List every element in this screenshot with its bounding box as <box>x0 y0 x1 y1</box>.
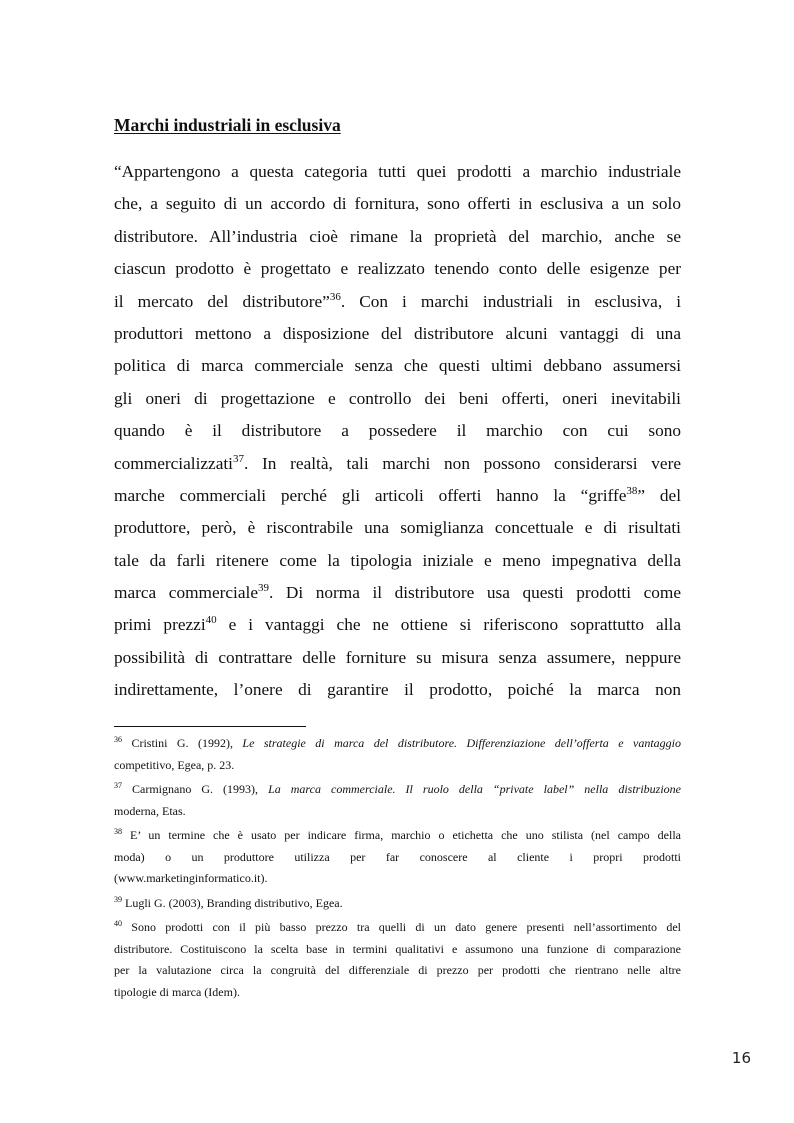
line-text: ” del <box>637 485 682 505</box>
footnote-line: moderna, Etas. <box>114 803 186 818</box>
line-text: e i vantaggi che ne ottiene si riferiscono soprattutto alla <box>216 615 681 635</box>
footnote-text: E’ un termine che è usato per indicare firma, marchio o etichetta che uno stilista (nel campo della <box>122 828 681 842</box>
line-text: marche commerciali perché gli articoli offerti hanno la “griffe <box>114 485 627 505</box>
footnote-line: (www.marketinginformatico.it). <box>114 871 268 885</box>
body-text <box>114 156 681 707</box>
footnote-title: La marca commerciale. Il ruolo della “private label” nella distribuzione <box>268 782 681 796</box>
body-line: che, a seguito di un accordo di fornitura, sono offerti in esclusiva a un solo <box>114 194 681 214</box>
body-line <box>114 448 681 480</box>
footnote-number: 37 <box>114 781 122 790</box>
body-line: possibilità di contrattare delle forniture su misura senza assumere, neppure <box>114 647 681 667</box>
footnote-ref[interactable]: 39 <box>258 582 270 595</box>
body-line: quando è il distributore a possedere il marchio con cui sono <box>114 421 681 441</box>
line-text: marca commerciale <box>114 583 259 603</box>
footnote-37 <box>114 779 681 822</box>
footnote-line: tipologie di marca (Idem). <box>114 984 240 999</box>
footnote-number: 39 <box>114 894 122 904</box>
line-text: . Di norma il distributore usa questi prodotti come <box>269 583 681 603</box>
footnote-line: per la valutazione circa la congruità del differenziale di prezzo per prodotti che rientrano nelle altre <box>114 963 681 977</box>
footnote-line <box>114 779 681 801</box>
footnote-number: 36 <box>114 735 122 744</box>
body-line <box>114 577 681 609</box>
footnote-text: Sono prodotti con il più basso prezzo tra quelli di un dato genere presenti nell’assortimento del <box>122 920 681 934</box>
body-line: indirettamente, l’onere di garantire il prodotto, poiché la marca non <box>114 680 681 700</box>
footnote-line <box>114 917 681 939</box>
footnote-ref[interactable]: 36 <box>329 290 341 303</box>
page-number: 16 <box>731 1049 751 1067</box>
footnote-number: 40 <box>114 919 122 928</box>
body-line: tale da farli ritenere come la tipologia iniziale e meno impegnativa della <box>114 550 681 570</box>
footnote-text: Carmignano G. (1993), <box>122 782 269 796</box>
footnote-text: Cristini G. (1992), <box>122 736 243 750</box>
body-line: produttori mettono a disposizione del distributore alcuni vantaggi di una <box>114 323 681 343</box>
body-line <box>114 286 681 318</box>
body-line: produttore, però, è riscontrabile una somiglianza concettuale e di risultati <box>114 518 681 538</box>
footnote-line <box>114 893 681 915</box>
body-line: politica di marca commerciale senza che questi ultimi debbano assumersi <box>114 356 681 376</box>
footnote-separator <box>114 726 306 727</box>
line-text: il mercato del distributore” <box>114 291 330 311</box>
section-heading: Marchi industriali in esclusiva <box>114 115 341 135</box>
footnote-number: 38 <box>114 827 122 836</box>
footnote-36 <box>114 733 681 776</box>
footnote-40 <box>114 917 681 1003</box>
body-line: “Appartengono a questa categoria tutti quei prodotti a marchio industriale <box>114 162 681 181</box>
footnote-38 <box>114 825 681 890</box>
footnote-ref[interactable]: 37 <box>232 452 244 465</box>
footnote-ref[interactable]: 38 <box>626 484 638 497</box>
footnote-line: distributore. Costituiscono la scelta base in termini qualitativi e assumono una funzione di comparazione <box>114 941 681 956</box>
footnote-line <box>114 733 681 755</box>
footnote-text: Lugli G. (2003), Branding distributivo, Egea. <box>122 895 343 910</box>
body-line: ciascun prodotto è progettato e realizzato tenendo conto delle esigenze per <box>114 259 681 279</box>
body-line: gli oneri di progettazione e controllo dei beni offerti, oneri inevitabili <box>114 388 681 408</box>
body-line <box>114 480 681 512</box>
body-line <box>114 609 681 641</box>
line-text: . Con i marchi industriali in esclusiva, i <box>340 291 681 311</box>
footnote-ref[interactable]: 40 <box>205 614 217 627</box>
line-text: primi prezzi <box>114 615 206 635</box>
footnotes <box>114 733 681 1006</box>
body-line: distributore. All’industria cioè rimane la proprietà del marchio, anche se <box>114 226 681 246</box>
footnote-line: competitivo, Egea, p. 23. <box>114 757 235 772</box>
footnote-line: moda) o un produttore utilizza per far conoscere al cliente i propri prodotti <box>114 849 681 864</box>
footnote-title: Le strategie di marca del distributore. Differenziazione dell’offerta e vantaggio <box>242 736 681 750</box>
footnote-line <box>114 825 681 847</box>
line-text: commercializzati <box>114 453 233 473</box>
footnote-39 <box>114 893 681 915</box>
line-text: . In realtà, tali marchi non possono considerarsi vere <box>243 453 681 473</box>
